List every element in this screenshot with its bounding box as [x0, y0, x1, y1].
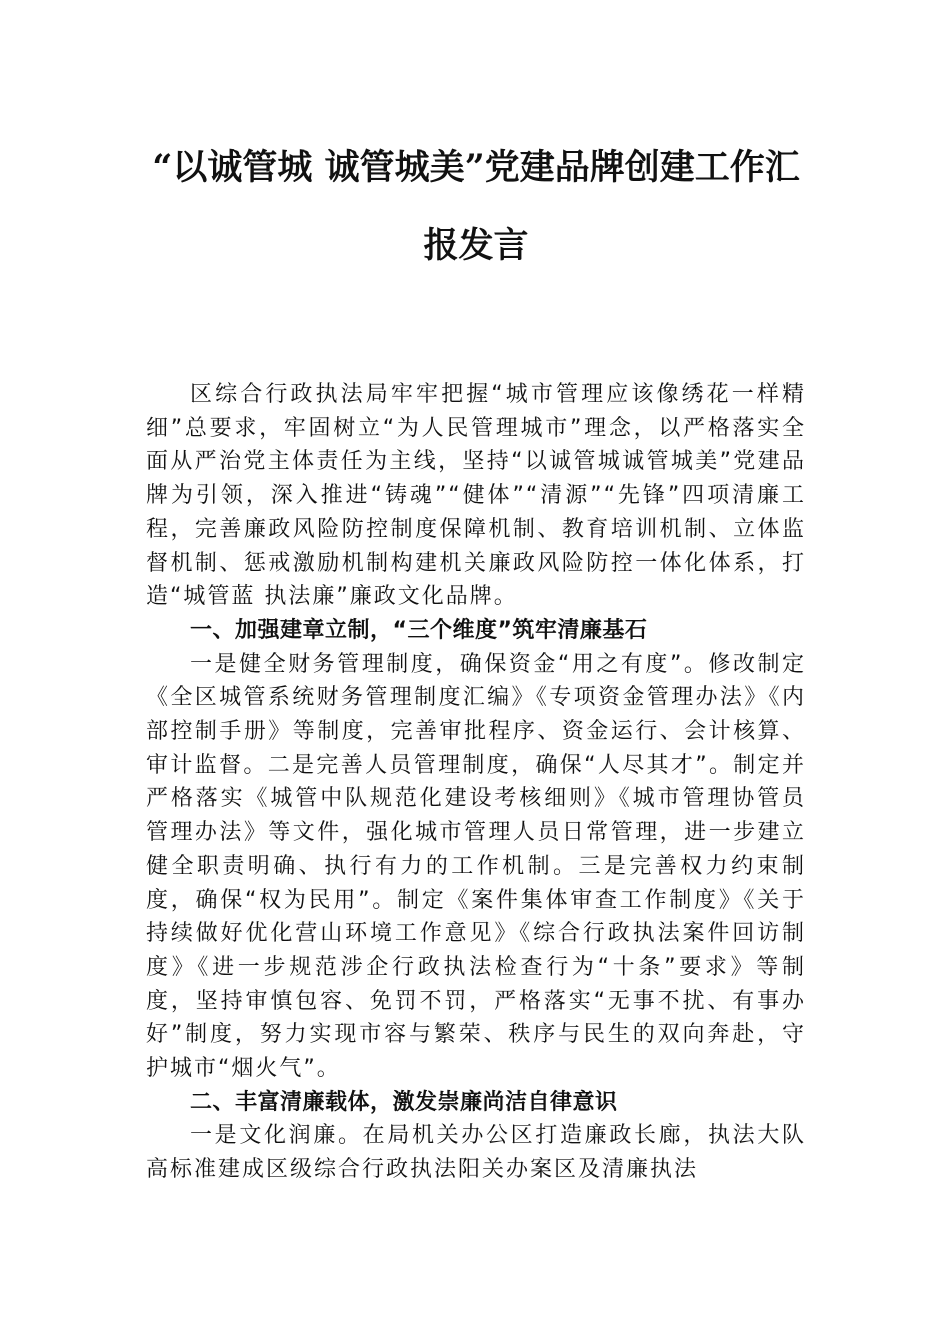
document-body: [146, 378, 806, 1187]
intro-paragraph: 区综合行政执法局牢牢把握“城市管理应该像绣花一样精细”总要求，牢固树立“为人民管理城市”理念，以严格落实全面从严治党主体责任为主线，坚持“以诚管城诚管城美”党建品牌为引领，深入推进“铸魂”“健体”“清源”“先锋”四项清廉工程，完善廉政风险防控制度保障机制、教育培训机制、立体监督机制、惩戒激励机制构建机关廉政风险防控一体化体系，打造“城管蓝 执法廉”廉政文化品牌。: [146, 382, 806, 610]
section-2-heading: 二、丰富清廉载体，激发崇廉尚洁自律意识: [190, 1089, 618, 1115]
document-title: [146, 140, 806, 274]
section-2-paragraph: 一是文化润廉。在局机关办公区打造廉政长廊，执法大队高标准建成区级综合行政执法阳关办案区及清廉执法: [146, 1123, 806, 1183]
section-1-paragraph: 一是健全财务管理制度，确保资金“用之有度”。修改制定《全区城管系统财务管理制度汇编》《专项资金管理办法》《内部控制手册》等制度，完善审批程序、资金运行、会计核算、审计监督。二是完善人员管理制度，确保“人尽其才”。制定并严格落实《城管中队规范化建设考核细则》《城市管理协管员管理办法》等文件，强化城市管理人员日常管理，进一步建立健全职责明确、执行有力的工作机制。三是完善权力约束制度，确保“权为民用”。制定《案件集体审查工作制度》《关于持续做好优化营山环境工作意见》《综合行政执法案件回访制度》《进一步规范涉企行政执法检查行为“十条”要求》等制度，坚持审慎包容、免罚不罚，严格落实“无事不扰、有事办好”制度，努力实现市容与繁荣、秩序与民生的双向奔赴，守护城市“烟火气”。: [146, 651, 806, 1082]
title-line-1: “以诚管城 诚管城美”党建品牌创建工作汇: [152, 147, 800, 188]
section-1-heading: 一、加强建章立制，“三个维度”筑牢清廉基石: [190, 617, 648, 643]
title-line-2: 报发言: [423, 225, 529, 266]
document-page: [146, 140, 806, 1187]
